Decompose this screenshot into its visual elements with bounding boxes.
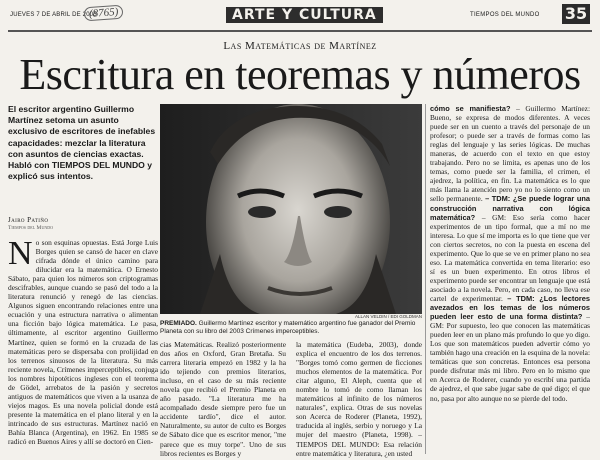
body-column-2: cias Matemáticas. Realizó posteriormente dos años en Oxford, Gran Bretaña. Su carrera literaria empezó en 1982 y la ha ido tejiendo con premios literarios, incluso, en el caso de su más reciente novela que recibió el Premio Planeta en año pasado. "La literatura me ha acompañado desde siempre pero fue un accidente tardío", dice el autor. Naturalmente, su autor de culto es Borges de Sábato dice que es escritor menor, "me parece que es muy torpe". Uno de sus libros recientes es Borges y	[160, 340, 286, 458]
body-text-1: o son esquinas opuestas. Está Jorge Luis Borges quien se cansó de hacer en clave cifrada dónde el único camino para dilucidar era la matemática. O Ernesto Sábato, para quien los números son criptogramas descifrables, aunque cuando se pasó del todo a la literatura renunció y renegó de las ciencias. Algunos siguen encontrando relaciones entre una ecuación y una estructura narrativa o alimentan una ficción bajo lógica matemática. Le pasa, últimamente, al escritor argentino Guillermo Martínez, quien se formó en la cruzada de las matemáticas pero se dispersaba con prolijidad en los terrenos sinuosos de la literatura. Su más reciente novela, Crímenes imperceptibles, conjuga los nombres hipotéticos ingleses con el teorema de Gödel, arrebatos de la pasión y secretos antiguos de matemáticos que viven a la usanza de viejos magos. Es una novela policial donde está presente la matemática en el plano literal y en la intrincado de sus estructuras. Martínez nació en Bahía Blanca (Argentina), en 1962. En 1985 se radicó en Buenos Aires y allí se doctoró en Cien-	[8, 238, 158, 447]
article-lead: El escritor argentino Guillermo Martínez setoma un asunto exclusivo de escritores de inefables capacidades: mezclar la literatura con asuntos de ciencias exactas. Habló con TIEMPOS DEL MUNDO y explicó sus intentos.	[8, 104, 156, 182]
photo-credit: ALLAN VELDIN / EDI GOLDMAN	[355, 314, 423, 319]
article-kicker: Las Matemáticas de Martínez	[223, 40, 377, 52]
caption-label: PREMIADO.	[160, 320, 197, 327]
portrait-image	[160, 104, 422, 314]
article-headline: Escritura en teoremas y números	[19, 50, 581, 99]
header-rule	[8, 30, 592, 32]
author-photo	[160, 104, 422, 314]
interview-answer-2: – GM: Eso sería como hacer experimentos de un tipo formal, que a mí no me interesa. Lo que sí me importa es lo que tiene que ver con ciertos secretos, no con la puesta en escena del experimento. Que lo que se ve en primer plano no sea eso. La matemática convertida en tema literario: eso sí es un buen experimento. En otros libros el experimento puede ser encontrar un lenguaje que está asociado a la novela. Pero, en cada caso, no lleva ese cartel de experimentar.	[430, 212, 590, 303]
interview-question-1: cómo se manifiesta?	[430, 104, 511, 113]
column-divider	[425, 104, 426, 454]
interview-answer-1: – Guillermo Martínez: Bueno, se expresa de modos diferentes. A veces puede ser en un cuento a través del personaje de un profesor; o puede ser a través de formas como las reglas del lenguaje y las series lógicas. De muchas maneras, de acuerdo con el texto en que estoy trabajando. Pero no se limita, es apenas uno de los temas, como puede ser la familia, el crimen, el ajedrez, la política, en fin. La matemática es lo que más llama la atención pero yo no lo siento como un sello permanente.	[430, 104, 591, 204]
drop-cap: N	[8, 235, 33, 272]
body-column-3: la matemática (Eudeba, 2003), donde explica el encuentro de los dos terrenos. "Borges tomó como germen de ficciones muchos elementos de la matemática. Por citar alguno, El Aleph, cuenta que el nombre lo tomó de como llaman los matemáticos al infinito de los números naturales", explica. Otras de sus novelas son Acerca de Roderer (Planeta, 1992), traducida al inglés, serbio y noruego y La mujer del maestro (Planeta, 1998). – TIEMPOS DEL MUNDO: Esa relación entre matemática y literatura, ¿en usted	[296, 340, 422, 458]
newspaper-name: TIEMPOS DEL MUNDO	[470, 12, 540, 18]
caption-text: Guillermo Martínez escritor y matemático argentino fue ganador del Premio Planeta con su libro del 2003 Crímenes imperceptibles.	[160, 320, 416, 335]
issue-date: JUEVES 7 DE ABRIL DE 2005	[10, 12, 97, 18]
interview-question-2: – TDM: ¿Se puede lograr una construcción narrativa con lógica matemática?	[430, 194, 591, 222]
byline-name: Jairo Patiño	[8, 216, 49, 224]
interview-answer-3: – GM: Por supuesto, leo que conocen las matemáticas pueden leer en un plano más profundo lo que yo digo. Los que son matemáticos pueden advertir cómo yo también hago una creación en la esquina de la novela: temáticas que son concretas. Entonces esa persona puede disfrutar más mi libro. Pero en lo mismo que en Acerca de Roderer, cuando yo escribí una partida de ajedrez, el que sabe jugar sabe de qué digo; el que no, pasa por alto aunque no se pierde del todo.	[430, 312, 590, 403]
page-header	[8, 4, 592, 32]
handwritten-stamp: (8765)	[84, 5, 124, 22]
photo-caption	[160, 320, 422, 336]
interview-question-3: – TDM: ¿Los lectores avezados en los temas de los números pueden leer esto de una forma distinta?	[430, 293, 590, 322]
section-title: ARTE Y CULTURA	[226, 7, 383, 23]
body-column-1	[8, 235, 158, 447]
byline-role: Tiempos del Mundo	[8, 225, 53, 231]
body-column-4	[430, 104, 590, 403]
page-number: 35	[562, 4, 590, 24]
